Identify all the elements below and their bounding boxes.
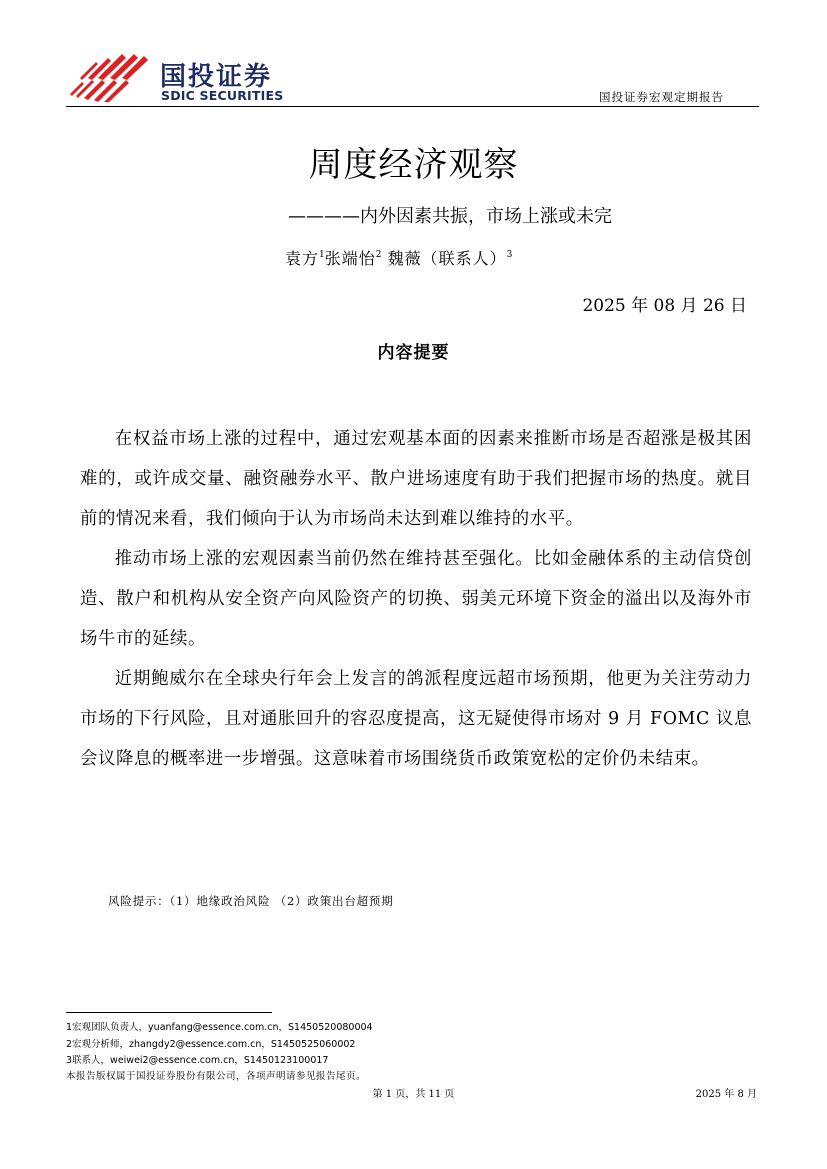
header-divider <box>66 106 759 107</box>
summary-body <box>80 419 752 779</box>
footnote-divider <box>66 1012 272 1013</box>
footnote-marker: 2 <box>375 250 382 260</box>
author-name: 张端怡 <box>324 249 376 268</box>
page-title: 周度经济观察 <box>308 145 519 185</box>
logo-chinese-text: 国投证券 <box>160 62 273 92</box>
footnote: 3联系人，weiwei2@essence.com.cn，S1450123100017 <box>66 1055 329 1066</box>
author-name: 袁方 <box>285 249 320 268</box>
page-subtitle: ————内外因素共振，市场上涨或未完 <box>288 206 612 227</box>
summary-heading: 内容提要 <box>377 343 450 363</box>
author-line <box>285 246 512 269</box>
footnote: 2宏观分析师，zhangdy2@essence.com.cn，S1450525060002 <box>66 1038 356 1050</box>
paragraph: 在权益市场上涨的过程中，通过宏观基本面的因素来推断市场是否超涨是极其困难的，或许成交量、融资融券水平、散户进场速度有助于我们把握市场的热度。就目前的情况来看，我们倾向于认为市场尚未达到难以维持的水平。 <box>80 429 752 529</box>
page-number: 第 1 页，共 11 页 <box>372 1089 455 1100</box>
risk-warning: 风险提示：（1）地缘政治风险 （2）政策出台超预期 <box>108 894 394 908</box>
footnote: 1宏观团队负责人，yuanfang@essence.com.cn，S1450520080004 <box>66 1022 373 1033</box>
report-type: 国投证券宏观定期报告 <box>599 90 724 104</box>
logo-mark-icon <box>68 52 150 102</box>
footnote-marker: 3 <box>506 250 513 260</box>
company-logo <box>68 52 298 104</box>
report-date: 2025 年 08 月 26 日 <box>582 296 747 316</box>
footnotes <box>66 1020 373 1070</box>
footer-date: 2025 年 8 月 <box>695 1089 757 1100</box>
author-name: 魏薇（联系人） <box>387 249 507 268</box>
paragraph: 近期鲍威尔在全球央行年会上发言的鸽派程度远超市场预期，他更为关注劳动力市场的下行风险，且对通胀回升的容忍度提高，这无疑使得市场对 9 月 FOMC 议息会议降息的概率进一步增强。这意味着市场围绕货币政策宽松的定价仍未结束。 <box>80 669 752 769</box>
logo-english-text: SDIC SECURITIES <box>161 88 284 103</box>
footnote-marker: 1 <box>319 250 325 260</box>
copyright-notice: 本报告版权属于国投证券股份有限公司，各项声明请参见报告尾页。 <box>66 1071 367 1082</box>
paragraph: 推动市场上涨的宏观因素当前仍然在维持甚至强化。比如金融体系的主动信贷创造、散户和机构从安全资产向风险资产的切换、弱美元环境下资金的溢出以及海外市场牛市的延续。 <box>80 549 752 649</box>
